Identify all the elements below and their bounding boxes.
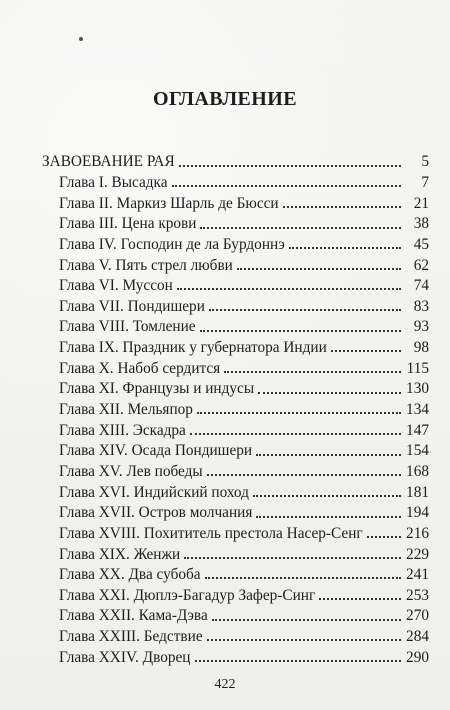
dot-leader <box>319 586 401 600</box>
toc-entry-label: Глава III. Цена крови <box>59 215 197 233</box>
toc-entry <box>42 376 429 397</box>
toc-entry <box>42 603 429 624</box>
toc-entry-label: Глава X. Набоб сердится <box>59 359 221 377</box>
toc-entry-label: Глава XVII. Остров молчания <box>59 504 253 522</box>
toc-entry-page: 253 <box>406 586 429 604</box>
toc-entry-page: 93 <box>413 318 429 336</box>
toc-entry-label: Глава XXII. Кама-Дэва <box>59 607 208 625</box>
toc-entry-page: 38 <box>413 215 429 233</box>
toc-entry-page: 168 <box>406 462 429 480</box>
page-title: ОГЛАВЛЕНИЕ <box>153 88 297 110</box>
dot-leader <box>207 627 401 641</box>
toc-entry-label: Глава IX. Праздник у губернатора Индии <box>59 339 327 357</box>
dot-leader <box>331 338 401 352</box>
table-of-contents <box>42 149 429 665</box>
toc-entry <box>42 273 429 294</box>
dot-leader <box>197 400 401 414</box>
toc-entry <box>42 232 429 253</box>
dot-leader <box>258 380 401 394</box>
toc-entry-page: 62 <box>413 256 429 274</box>
toc-entry-page: 7 <box>421 173 429 191</box>
toc-entry <box>42 438 429 459</box>
toc-entry <box>42 541 429 562</box>
toc-entry-page: 83 <box>413 297 429 315</box>
toc-entry <box>42 170 429 191</box>
toc-entry-label: Глава XV. Лев победы <box>59 462 203 480</box>
toc-entry <box>42 582 429 603</box>
toc-entry-page: 154 <box>406 442 429 460</box>
toc-entry-label: Глава XVI. Индийский поход <box>59 483 249 501</box>
toc-entry-label: Глава XIV. Осада Пондишери <box>59 442 253 460</box>
toc-entry-label: Глава XXIV. Дворец <box>59 648 191 666</box>
dot-leader <box>253 483 401 497</box>
toc-entry-page: 229 <box>406 545 429 563</box>
dot-leader <box>190 421 401 435</box>
toc-entry-page: 194 <box>406 504 429 522</box>
dot-leader <box>224 359 401 373</box>
toc-entry <box>42 335 429 356</box>
toc-entry <box>42 479 429 500</box>
toc-entry-page: 134 <box>406 401 429 419</box>
dot-leader <box>184 545 401 559</box>
toc-entry <box>42 521 429 542</box>
dot-leader <box>177 276 401 290</box>
toc-entry-label: Глава VII. Пондишери <box>59 297 205 315</box>
dot-leader <box>179 153 401 167</box>
toc-entry-page: 284 <box>406 628 429 646</box>
toc-entry-label: Глава V. Пять стрел любви <box>59 256 233 274</box>
toc-entry-label: Глава XI. Французы и индусы <box>59 380 255 398</box>
toc-entry-label: Глава XIII. Эскадра <box>59 421 186 439</box>
toc-entry-label: Глава IV. Господин де ла Бурдоннэ <box>59 235 285 253</box>
toc-entry <box>42 252 429 273</box>
toc-entry <box>42 644 429 665</box>
dot-leader <box>195 648 402 662</box>
dot-leader <box>367 524 401 538</box>
toc-entry-page: 216 <box>406 524 429 542</box>
toc-entry-label: ЗАВОЕВАНИЕ РАЯ <box>42 153 175 171</box>
toc-entry-label: Глава XX. Два субоба <box>59 566 201 584</box>
toc-entry-label: Глава XIX. Женжи <box>59 545 181 563</box>
toc-entry-page: 98 <box>413 339 429 357</box>
toc-entry <box>42 149 429 170</box>
dot-leader <box>289 235 401 249</box>
dot-leader <box>212 607 401 621</box>
dot-leader <box>283 194 401 208</box>
dot-leader <box>172 173 401 187</box>
toc-entry <box>42 314 429 335</box>
dot-leader <box>205 565 401 579</box>
toc-entry <box>42 624 429 645</box>
toc-entry-label: Глава XVIII. Похититель престола Насер-Сенг <box>59 524 363 542</box>
toc-entry <box>42 459 429 480</box>
dot-leader <box>207 462 401 476</box>
toc-entry-page: 115 <box>406 359 429 377</box>
toc-entry-page: 130 <box>406 380 429 398</box>
toc-entry-label: Глава I. Высадка <box>59 173 168 191</box>
toc-entry <box>42 355 429 376</box>
dot-leader <box>209 297 401 311</box>
toc-entry-label: Глава XXI. Дюплэ-Багадур Зафер-Синг <box>59 586 316 604</box>
toc-entry-label: Глава VI. Муссон <box>59 277 173 295</box>
toc-entry-label: Глава II. Маркиз Шарль де Бюсси <box>59 194 279 212</box>
toc-entry <box>42 293 429 314</box>
dot-leader <box>200 318 401 332</box>
toc-entry-label: Глава VIII. Томление <box>59 318 196 336</box>
toc-entry-page: 147 <box>406 421 429 439</box>
dot-leader <box>256 442 401 456</box>
toc-entry-page: 21 <box>413 194 429 212</box>
toc-entry <box>42 417 429 438</box>
toc-entry <box>42 562 429 583</box>
decorative-dot <box>79 37 83 41</box>
toc-entry-page: 5 <box>421 153 429 171</box>
toc-entry-label: Глава XII. Мельяпор <box>59 401 193 419</box>
toc-entry-page: 241 <box>406 566 429 584</box>
toc-entry-page: 74 <box>413 277 429 295</box>
toc-entry-page: 290 <box>406 648 429 666</box>
dot-leader <box>256 504 401 518</box>
toc-entry-label: Глава XXIII. Бедствие <box>59 628 203 646</box>
toc-entry-page: 181 <box>406 483 429 501</box>
dot-leader <box>237 256 401 270</box>
page-number: 422 <box>214 677 236 692</box>
toc-entry <box>42 500 429 521</box>
toc-entry <box>42 211 429 232</box>
toc-entry <box>42 190 429 211</box>
dot-leader <box>200 215 401 229</box>
toc-entry-page: 45 <box>413 235 429 253</box>
toc-entry <box>42 397 429 418</box>
toc-entry-page: 270 <box>406 607 429 625</box>
